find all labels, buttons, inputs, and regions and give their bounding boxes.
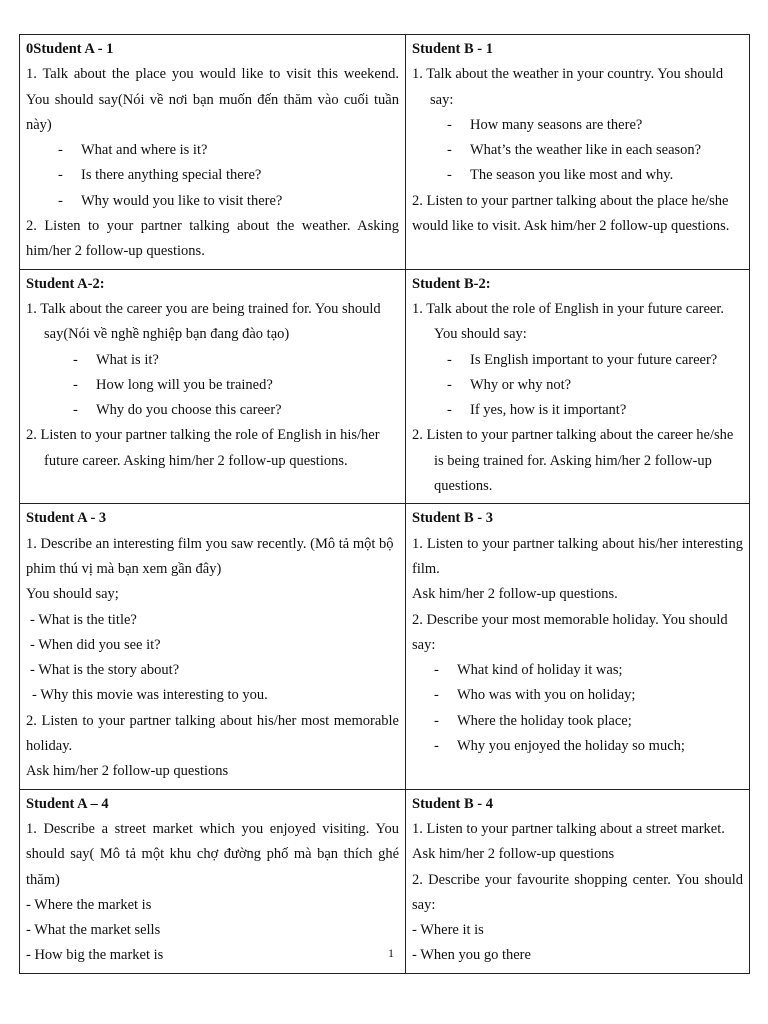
page-number: 1 xyxy=(388,946,394,960)
task-1: 1. Listen to your partner talking about a street market. xyxy=(412,820,725,837)
point-item: - What is the story about? xyxy=(30,662,180,679)
card-heading: 0Student A - 1 xyxy=(26,41,114,57)
card-heading: Student A-2: xyxy=(26,275,105,292)
bullet-item: - Is there anything special there? xyxy=(26,163,399,188)
task-2: 2. Listen to your partner talking about his/her most memorable holiday. xyxy=(26,712,399,755)
task-2: 2. Listen to your partner talking the role of English in his/her future career. Asking him/her 2 follow-up questions. xyxy=(26,427,380,469)
card-heading: Student B - 1 xyxy=(412,41,493,57)
bullet-item: - The season you like most and why. xyxy=(412,163,743,188)
task-1: 1. Talk about the role of English in your future career. You should say: xyxy=(412,300,724,343)
task-1: 1. Talk about the career you are being trained for. You should say(Nói về nghề nghiệp bạn đang đào tạo) xyxy=(26,300,381,343)
task-2: 2. Listen to your partner talking about the career he/she is being trained for. Asking him/her 2 follow-up questions. xyxy=(412,427,734,495)
bullet-item: - Why would you like to visit there? xyxy=(26,189,399,214)
card-heading: Student A - 3 xyxy=(26,510,107,527)
card-student-b-1 xyxy=(406,35,750,270)
card-heading: Student B - 3 xyxy=(412,510,493,527)
point-item: - When you go there xyxy=(412,947,531,964)
bullet-item: - What and where is it? xyxy=(26,138,399,163)
card-heading: Student B-2: xyxy=(412,275,491,292)
point-item: - Where it is xyxy=(412,922,484,939)
table-row xyxy=(20,504,750,789)
card-heading: Student A – 4 xyxy=(26,795,109,812)
task-2: 2. Listen to your partner talking about the place he/she would like to visit. Ask him/her 2 follow-up questions. xyxy=(412,192,730,235)
ask-line: Ask him/her 2 follow-up questions. xyxy=(412,586,618,603)
task-2: 2. Listen to your partner talking about the weather. Asking him/her 2 follow-up questions. xyxy=(26,218,399,260)
task-1: 1. Listen to your partner talking about his/her interesting film. xyxy=(412,535,743,577)
card-student-a-3 xyxy=(20,504,406,789)
card-student-b-3 xyxy=(406,504,750,789)
card-heading: Student B - 4 xyxy=(412,795,493,812)
bullet-item: - What kind of holiday it was; xyxy=(412,658,743,683)
task-1: 1. Describe a street market which you enjoyed visiting. You should say( Mô tả một khu chợ đường phố mà bạn thích ghé thăm) xyxy=(26,820,399,888)
bullet-item: - How many seasons are there? xyxy=(412,113,743,138)
task-1: 1. Talk about the place you would like to visit this weekend. You should say(Nói về nơi bạn muốn đến thăm vào cuối tuần này) xyxy=(26,66,399,133)
task-2: 2. Describe your most memorable holiday. You should say: xyxy=(412,611,728,653)
point-item: - When did you see it? xyxy=(30,636,161,653)
bullet-item: - Where the holiday took place; xyxy=(412,709,743,734)
task-1: 1. Describe an interesting film you saw recently. (Mô tả một bộ phim thú vị mà bạn xem gần đây) xyxy=(26,535,394,577)
bullet-item: - Who was with you on holiday; xyxy=(412,683,743,708)
card-student-b-2 xyxy=(406,269,750,504)
bullet-item: - If yes, how is it important? xyxy=(412,398,743,423)
point-item: - What the market sells xyxy=(26,922,161,939)
say-label: You should say; xyxy=(26,586,119,603)
bullet-item: - Why do you choose this career? xyxy=(26,398,399,423)
table-row xyxy=(20,269,750,504)
ask-line: Ask him/her 2 follow-up questions xyxy=(26,763,229,780)
card-student-a-2 xyxy=(20,269,406,504)
point-item: - How big the market is xyxy=(26,947,164,964)
bullet-item: - What’s the weather like in each season? xyxy=(412,138,743,163)
task-2: 2. Describe your favourite shopping center. You should say: xyxy=(412,871,743,913)
bullet-item: - Why you enjoyed the holiday so much; xyxy=(412,734,743,759)
bullet-item: - Why or why not? xyxy=(412,373,743,398)
card-student-a-1 xyxy=(20,35,406,270)
bullet-item: - How long will you be trained? xyxy=(26,373,399,398)
point-item: - What is the title? xyxy=(30,611,137,628)
point-item: - Why this movie was interesting to you. xyxy=(32,687,268,704)
table-row xyxy=(20,35,750,270)
bullet-item: - What is it? xyxy=(26,348,399,373)
task-1: 1. Talk about the weather in your country. You should say: xyxy=(412,66,724,108)
ask-line: Ask him/her 2 follow-up questions xyxy=(412,846,615,863)
speaking-cards-table xyxy=(19,34,750,974)
bullet-item: - Is English important to your future career? xyxy=(412,348,743,373)
point-item: - Where the market is xyxy=(26,896,152,913)
